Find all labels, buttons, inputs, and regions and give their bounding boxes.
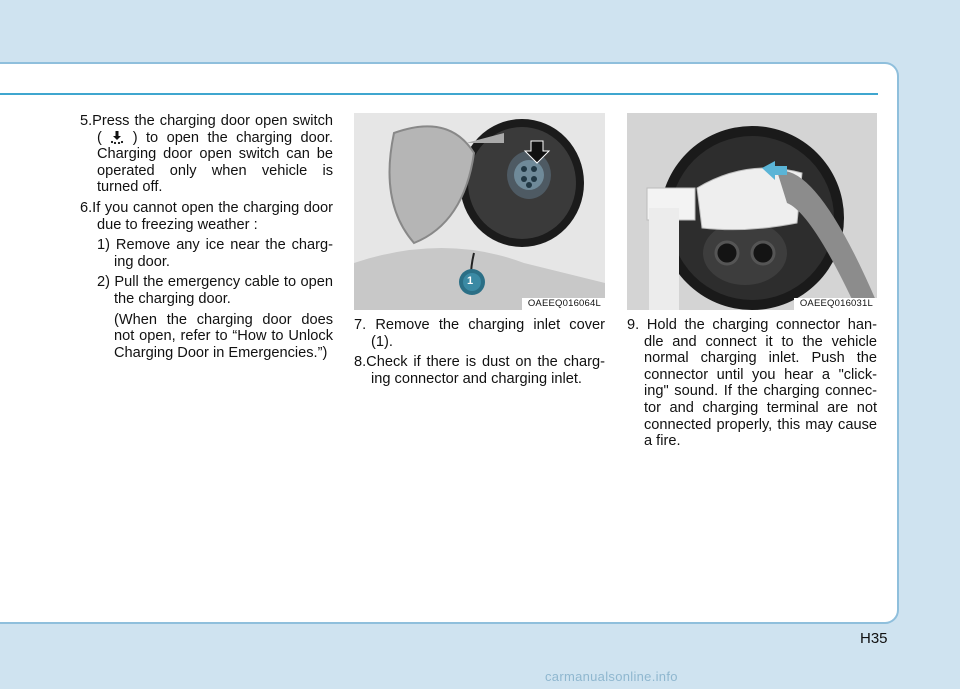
charging-connector-photo [627,113,877,310]
step-5 [80,113,333,196]
figure-charging-inlet-cover [354,113,605,310]
step-5-text-start: 5.Press the charging door open switch ( [80,113,333,146]
step-6-sub-1: 1) Remove any ice near the charg-ing door. [97,237,333,270]
step-9: 9. Hold the charging connector han-dle and connect it to the vehicle normal charging inlet. Push the connector until you hear a "click-ing" sound. If the charging connec-tor and charging terminal are not connected properly, this may cause a fire. [627,317,877,450]
column-2 [354,113,605,391]
column-1 [80,113,333,361]
column-3 [627,113,877,454]
step-7: 7. Remove the charging inlet cover (1). [354,317,605,350]
charging-door-switch-icon [110,131,124,144]
page-number: H35 [860,630,888,647]
header-rule [0,93,878,95]
step-6: 6.If you cannot open the charging door due to freezing weather : [80,199,333,233]
figure-code: OAEEQ016064L [522,298,605,310]
step-8: 8.Check if there is dust on the charg-ing connector and charging inlet. [354,354,605,387]
watermark-link[interactable]: carmanualsonline.info [545,669,678,684]
emergency-note: (When the charging door does not open, refer to “How to Unlock Charging Door in Emergencies.”) [114,311,333,361]
step-6-sub-2: 2) Pull the emergency cable to open the charging door. [97,274,333,307]
step-5-text-end: ) to open the charging door. Charging door open switch can be operated only when vehicle is turned off. [97,129,333,196]
charging-inlet-photo [354,113,605,310]
figure-code: OAEEQ016031L [794,298,877,310]
figure-callout-1: 1 [467,275,474,287]
figure-charging-connector [627,113,877,310]
